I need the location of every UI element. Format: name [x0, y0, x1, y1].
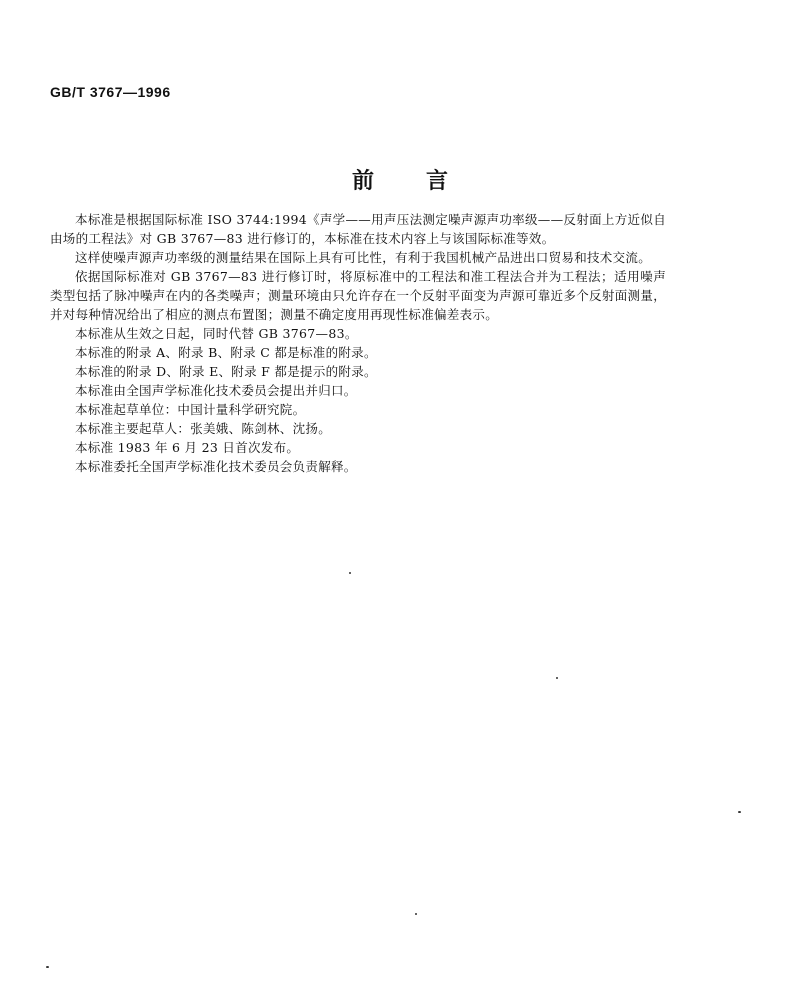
paragraph: 本标准委托全国声学标准化技术委员会负责解释。 — [75, 459, 357, 474]
scan-speck — [738, 811, 741, 813]
scan-speck — [349, 572, 351, 574]
scan-speck — [46, 966, 49, 968]
scan-speck — [415, 913, 417, 915]
paragraph: 本标准的附录 D、附录 E、附录 F 都是提示的附录。 — [75, 364, 377, 379]
paragraph: 本标准主要起草人：张美娥、陈剑林、沈扬。 — [75, 421, 332, 436]
standard-number: GB/T 3767—1996 — [50, 84, 171, 100]
preface-body — [50, 210, 666, 476]
page-title: 前言 — [351, 168, 500, 194]
paragraph: 这样使噪声源声功率级的测量结果在国际上具有可比性，有利于我国机械产品进出口贸易和技术交流。 — [75, 250, 652, 265]
paragraph: 本标准起草单位：中国计量科学研究院。 — [75, 402, 306, 417]
paragraph: 依据国际标准对 GB 3767—83 进行修订时，将原标准中的工程法和准工程法合并为工程法；适用噪声类型包括了脉冲噪声在内的各类噪声；测量环境由只允许存在一个反射平面变为声源可靠近多个反射面测量，并对每种情况给出了相应的测点布置图；测量不确定度用再现性标准偏差表示。 — [50, 269, 666, 322]
paragraph: 本标准由全国声学标准化技术委员会提出并归口。 — [75, 383, 357, 398]
paragraph: 本标准从生效之日起，同时代替 GB 3767—83。 — [75, 326, 358, 341]
paragraph: 本标准的附录 A、附录 B、附录 C 都是标准的附录。 — [75, 345, 377, 360]
paragraph: 本标准是根据国际标准 ISO 3744:1994《声学——用声压法测定噪声源声功率级——反射面上方近似自由场的工程法》对 GB 3767—83 进行修订的，本标准在技术内容上与该国际标准等效。 — [50, 212, 666, 246]
scan-speck — [556, 677, 558, 679]
paragraph: 本标准 1983 年 6 月 23 日首次发布。 — [75, 440, 300, 455]
